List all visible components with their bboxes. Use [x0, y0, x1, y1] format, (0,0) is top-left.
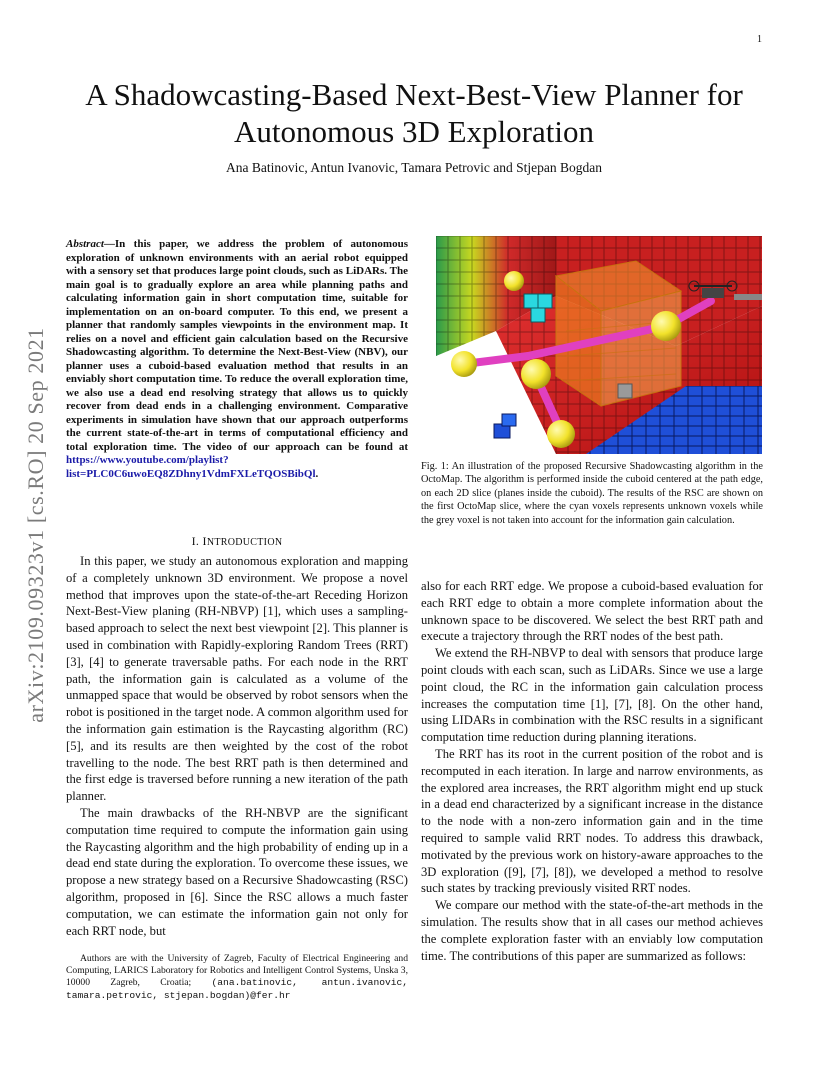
- video-link[interactable]: https://www.youtube.com/playlist?list=PLC0C6uwoEQ8ZDhny1VdmFXLeTQOSBibQl: [66, 454, 316, 480]
- paragraph: We compare our method with the state-of-the-art methods in the simulation. The results show that in all cases our method achieves the complete exploration faster with an enviably low computation time. The contributions of this paper are summarized as follows:: [421, 898, 763, 963]
- footnote-text: Authors are with the University of Zagreb, Faculty of Electrical Engineering and Computing, LARICS Laboratory for Robotics and Intelligent Control Systems, Unska 3, 10000 Zagreb, Croatia;: [66, 953, 408, 989]
- octomap-render: [436, 236, 762, 454]
- paragraph: We extend the RH-NBVP to deal with sensors that produce large point clouds with each scan, such as LiDARs. Since we use a large point cloud, the RC in the information gain calculation process increases the computation time [1], [7], [8]. On the other hand, using LIDARs in combination with the RSC results in a significant computation time reduction during planning iterations.: [421, 646, 763, 745]
- section-heading: [66, 534, 408, 549]
- abstract-text: —In this paper, we address the problem of autonomous exploration of unknown environments with an aerial robot equipped with a sensory set that produces large point clouds, such as LiDARs. The main goal is to gradually explore an area while planning paths and calculating information gain in short computation time, suitable for implementation on an on-board computer. To this end, we present a planner that randomly samples viewpoints in the environment map. It relies on a novel and efficient gain calculation based on the Recursive Shadowcasting algorithm. To determine the Next-Best-View (NBV), our planner uses a cuboid-based evaluation method that results in an enviably short computation time. To reduce the overall exploration time, we also use a dead end resolving strategy that allows us to quickly recover from dead ends in a challenging environment. Comparative experiments in simulation have shown that our approach outperforms the current state-of-the-art in terms of computational efficiency and total exploration time. The video of our approach can be found at: [66, 238, 408, 453]
- page-number: 1: [757, 34, 762, 45]
- paper-title: A Shadowcasting-Based Next-Best-View Planner for Autonomous 3D Exploration: [85, 77, 743, 149]
- right-column-body: [421, 578, 763, 964]
- arxiv-stamp-text: arXiv:2109.09323v1 [cs.RO] 20 Sep 2021: [23, 327, 48, 723]
- author-list: Ana Batinovic, Antun Ivanovic, Tamara Petrovic and Stjepan Bogdan: [226, 160, 602, 175]
- abstract-label: Abstract: [66, 238, 104, 250]
- paragraph: In this paper, we study an autonomous exploration and mapping of a completely unknown 3D environment. We propose a novel method that improves upon the state-of-the-art Receding Horizon Next-Best-View planing (RH-NBVP) [1], which uses a sampling-based approach to select the next best viewpoint [2]. This planner is used in combination with Rapidly-exploring Random Trees (RRT) [3], [4] to generate traversable paths. For each node in the RRT path, the information gain is calculated as a volume of the unmapped space that would be observed by robot sensors when the robot is positioned in the target node. A common algorithm used for the information gain estimation is the Raycasting algorithm (RC) [5], and its results are then weighted by the cost of the robot travelling to the node. The best RRT path is then determined and the first edge is traversed before running a new iteration of the path planner.: [66, 554, 408, 804]
- abstract-end: .: [315, 467, 319, 480]
- abstract: [66, 238, 408, 481]
- footnote-emails: (ana.batinovic, antun.ivanovic, tamara.petrovic, stjepan.bogdan)@fer.hr: [66, 977, 408, 1001]
- section-numeral: I.: [191, 534, 200, 548]
- rrt-node: [651, 311, 681, 341]
- paragraph: also for each RRT edge. We propose a cuboid-based evaluation for each RRT edge to obtain a more complete information about the unknown space to be discovered. We select the best RRT path and execute a trajectory through the RRT nodes of the best path.: [421, 579, 763, 644]
- rrt-node: [451, 351, 477, 377]
- rrt-node: [504, 271, 524, 291]
- section-title: INTRODUCTION: [202, 534, 283, 548]
- figure-caption: Fig. 1: An illustration of the proposed Recursive Shadowcasting algorithm in the OctoMap. The algorithm is performed inside the cuboid centered at the path edge, on each 2D slice (planes inside the cuboid). The results of the RSC are shown on the first OctoMap slice, where the cyan voxels represents unknown voxels while the grey voxel is not taken into account for the information gain calculation.: [421, 461, 763, 526]
- left-column-body: [66, 553, 408, 939]
- author-footnote: [66, 953, 408, 1002]
- paragraph: The RRT has its root in the current position of the robot and is recomputed in each iteration. In large and narrow environments, as the explored area increases, the RRT algorithm might end up stuck in a dead end characterized by a significant increase in the distance to the node with a non-zero information gain and in the time required to sample valid RRT nodes. To address this drawback, motivated by the previous work on history-aware approaches to the 3D exploration ([9], [7], [8]), we developed a method to resolve such states by tracking previously visited RRT nodes.: [421, 746, 763, 896]
- arxiv-stamp: [16, 290, 56, 760]
- figure-octomap-illustration: [436, 236, 762, 454]
- paragraph: The main drawbacks of the RH-NBVP are the significant computation time required to compute the information gain using the Raycasting algorithm and the high probability of ending up in a dead end state during the exploration. To overcome these issues, we propose a new strategy based on a Recursive Shadowcasting (RSC) algorithm, proposed in [6]. Since the RSC allows a much faster computation, we can estimate the information gain not only for each RRT node, but: [66, 805, 408, 938]
- rrt-node: [547, 420, 575, 448]
- rrt-node: [521, 359, 551, 389]
